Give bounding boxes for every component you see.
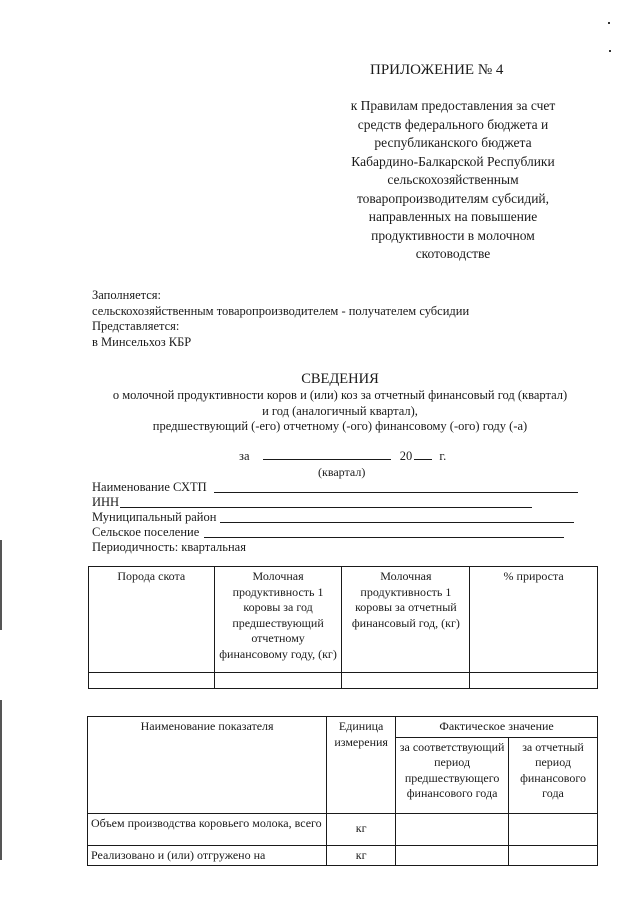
appendix-title: ПРИЛОЖЕНИЕ № 4 [370,62,504,78]
header-indicator: Наименование показателя [88,717,327,814]
appendix-subtitle-line: сельскохозяйственным [387,172,519,187]
document-subtitle-line: предшествующий (-его) отчетному (-ого) финансовому (-ого) году (-а) [152,419,528,433]
appendix-subtitle-line: скотоводстве [415,246,491,261]
quarter-blank[interactable] [263,449,391,460]
fill-info [92,288,469,350]
field-settlement-line[interactable] [204,537,564,538]
table-cell[interactable] [396,813,509,845]
document-subtitle [0,388,640,435]
field-settlement-label: Сельское поселение [92,525,200,539]
document-subtitle-line: о молочной продуктивности коров и (или) коз за отчетный финансовый год (квартал) [112,388,568,402]
table-row-name: Объем производства коровьего молока, всего [88,813,327,845]
field-inn-line[interactable] [120,507,532,508]
field-name-line[interactable] [214,492,578,493]
field-district-line[interactable] [220,522,574,523]
field-inn-label: ИНН [92,495,120,509]
appendix-subtitle [318,97,588,264]
appendix-subtitle-line: направленных на повышение [368,209,538,224]
filled-label: Заполняется: [92,288,162,302]
table-cell[interactable] [89,673,215,689]
header-prev-year: Молочная продуктивность 1 коровы за год предшествующий отчетному финансовому году, (кг) [214,567,342,673]
appendix-subtitle-line: продуктивности в молочном [371,227,535,243]
scan-dot [609,50,611,52]
field-name-label: Наименование СХТП [92,480,207,494]
field-district [92,510,216,525]
table-row-unit: кг [327,813,396,845]
header-unit: Единица измерения [327,717,396,814]
submitted-to: в Минсельхоз КБР [92,334,192,349]
header-actual: Фактическое значение [396,717,598,738]
indicators-table [87,716,598,866]
productivity-table [88,566,598,689]
field-periodicity [92,540,246,555]
header-growth: % прироста [470,567,598,673]
document-subtitle-line: и год (аналогичный квартал), [262,403,418,418]
year-suffix: г. [439,449,447,463]
period-line [239,449,446,464]
scan-mark [0,700,2,860]
table-cell[interactable] [396,845,509,866]
table-cell[interactable] [342,673,470,689]
appendix-subtitle-line: Кабардино-Балкарской Республики [351,153,555,169]
field-name [92,480,207,495]
year-blank[interactable] [414,449,432,460]
header-breed: Порода скота [89,567,215,673]
field-district-label: Муниципальный район [92,510,217,524]
year-prefix: 20 [399,449,413,463]
period-hint: (квартал) [318,465,366,479]
appendix-subtitle-line: средств федерального бюджета и [357,116,549,132]
scan-mark [0,540,2,630]
header-current-period: за отчетный период финансового года [509,737,598,813]
table-row-name: Реализовано и (или) отгружено на [88,845,327,866]
header-prev-period: за соответствующий период предшествующего финансового года [396,737,509,813]
field-inn [92,495,119,510]
appendix-subtitle-line: товаропроизводителям субсидий, [356,190,550,206]
filled-by: сельскохозяйственным товаропроизводителем - получателем субсидии [92,303,470,318]
submitted-label: Представляется: [92,319,180,333]
document-title: СВЕДЕНИЯ [301,371,379,387]
appendix-subtitle-line: республиканского бюджета [374,135,532,150]
scan-dot [608,22,610,24]
table-cell[interactable] [214,673,342,689]
field-settlement [92,525,199,540]
period-prefix: за [239,449,250,463]
table-row-unit: кг [327,845,396,866]
table-cell[interactable] [509,845,598,866]
appendix-subtitle-line: к Правилам предоставления за счет [350,98,556,113]
header-current-year: Молочная продуктивность 1 коровы за отчетный финансовый год, (кг) [342,567,470,673]
field-periodicity-label: Периодичность: квартальная [92,540,246,554]
table-cell[interactable] [470,673,598,689]
table-cell[interactable] [509,813,598,845]
